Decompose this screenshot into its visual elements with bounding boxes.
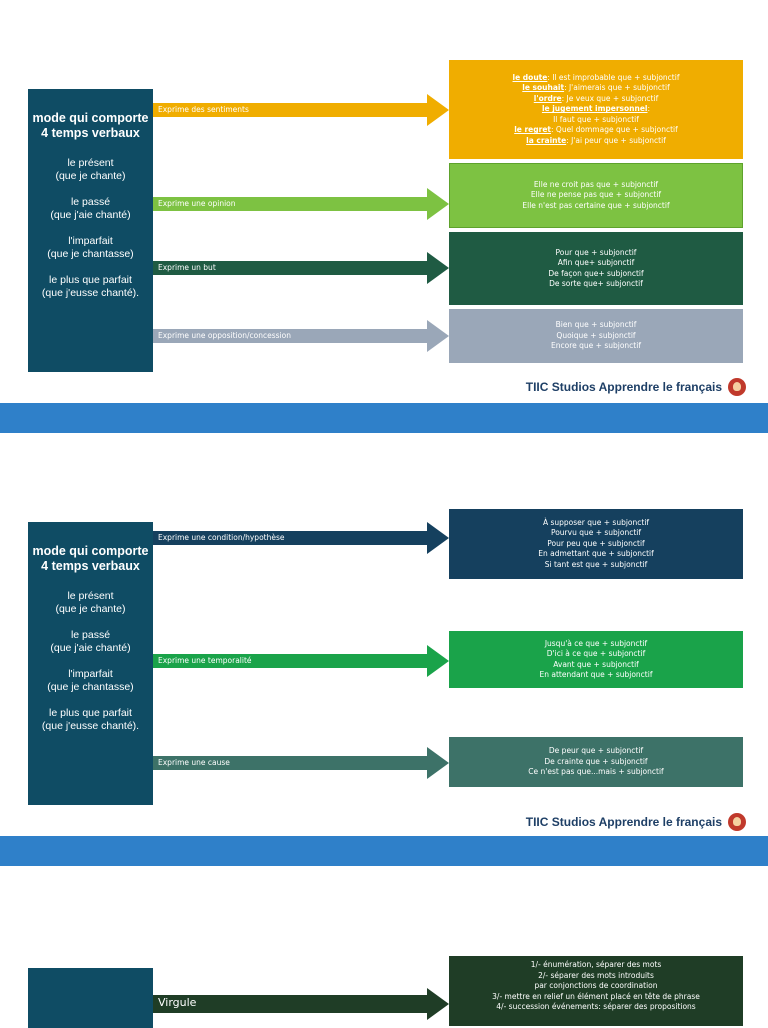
condition-box: À supposer que + subjonctif Pourvu que + subjonctif Pour peu que + subjonctif En admettant que + subjonctif Si tant est que + subjonctif (449, 509, 743, 579)
arrow-label: Exprime une opinion (158, 199, 236, 208)
left-box (28, 968, 153, 1028)
tense-passe: le passé (que j'aie chanté) (50, 196, 131, 221)
footer-brand: TIIC Studios Apprendre le français (526, 378, 746, 396)
arrow-temporalite (153, 645, 449, 677)
arrow-opinion (153, 188, 449, 220)
slide-2 (0, 433, 768, 833)
cause-box: De peur que + subjonctif De crainte que + subjonctif Ce n'est pas que...mais + subjonctif (449, 737, 743, 787)
arrow-label: Exprime une condition/hypothèse (158, 533, 285, 542)
arrow-label: Exprime un but (158, 263, 216, 272)
virgule-box: 1/- énumération, séparer des mots 2/- séparer des mots introduits par conjonctions de coordination 3/- mettre en relief un élément placé en tête de phrase 4/- succession événements: séparer des propositions (449, 956, 743, 1026)
mode-info-box (28, 89, 153, 372)
tense-present: le présent (que je chante) (55, 590, 126, 615)
footer-brand: TIIC Studios Apprendre le français (526, 813, 746, 831)
tense-plus-que-parfait: le plus que parfait (que j'eusse chanté). (41, 274, 140, 299)
tense-passe: le passé (que j'aie chanté) (50, 629, 131, 654)
arrow-virgule (153, 988, 449, 1020)
arrow-label: Exprime une opposition/concession (158, 331, 291, 340)
arrow-cause (153, 747, 449, 779)
arrow-label: Exprime une temporalité (158, 656, 252, 665)
tense-plus-que-parfait: le plus que parfait (que j'eusse chanté). (41, 707, 140, 732)
sentiments-box: le doute: Il est improbable que + subjonctif le souhait: J'aimerais que + subjonctif l'ordre: Je veux que + subjonctif le jugement impersonnel: Il faut que + subjonctif le regret: Quel dommage que + subjonctif la crainte: J'ai peur que + subjonctif (449, 60, 743, 159)
divider-bar (0, 403, 768, 433)
mode-title: mode qui comporte 4 temps verbaux (32, 111, 149, 140)
slide-3 (0, 866, 768, 1024)
mode-title: mode qui comporte 4 temps verbaux (32, 544, 149, 573)
tense-imparfait: l'imparfait (que je chantasse) (47, 235, 134, 260)
temporalite-box: Jusqu'à ce que + subjonctif D'ici à ce que + subjonctif Avant que + subjonctif En attendant que + subjonctif (449, 631, 743, 688)
tense-imparfait: l'imparfait (que je chantasse) (47, 668, 134, 693)
tiic-logo-icon (728, 813, 746, 831)
opinion-box: Elle ne croit pas que + subjonctif Elle ne pense pas que + subjonctif Elle n'est pas certaine que + subjonctif (449, 163, 743, 228)
tense-present: le présent (que je chante) (55, 157, 126, 182)
slide-1 (0, 0, 768, 400)
arrow-condition (153, 522, 449, 554)
arrow-opposition (153, 320, 449, 352)
mode-info-box (28, 522, 153, 805)
opposition-box: Bien que + subjonctif Quoique + subjonctif Encore que + subjonctif (449, 309, 743, 363)
arrow-but (153, 252, 449, 284)
arrow-label: Virgule (158, 996, 197, 1009)
arrow-label: Exprime des sentiments (158, 105, 249, 114)
arrow-label: Exprime une cause (158, 758, 230, 767)
arrow-sentiments (153, 94, 449, 126)
but-box: Pour que + subjonctif Afin que+ subjonctif De façon que+ subjonctif De sorte que+ subjonctif (449, 232, 743, 305)
tiic-logo-icon (728, 378, 746, 396)
divider-bar (0, 836, 768, 866)
